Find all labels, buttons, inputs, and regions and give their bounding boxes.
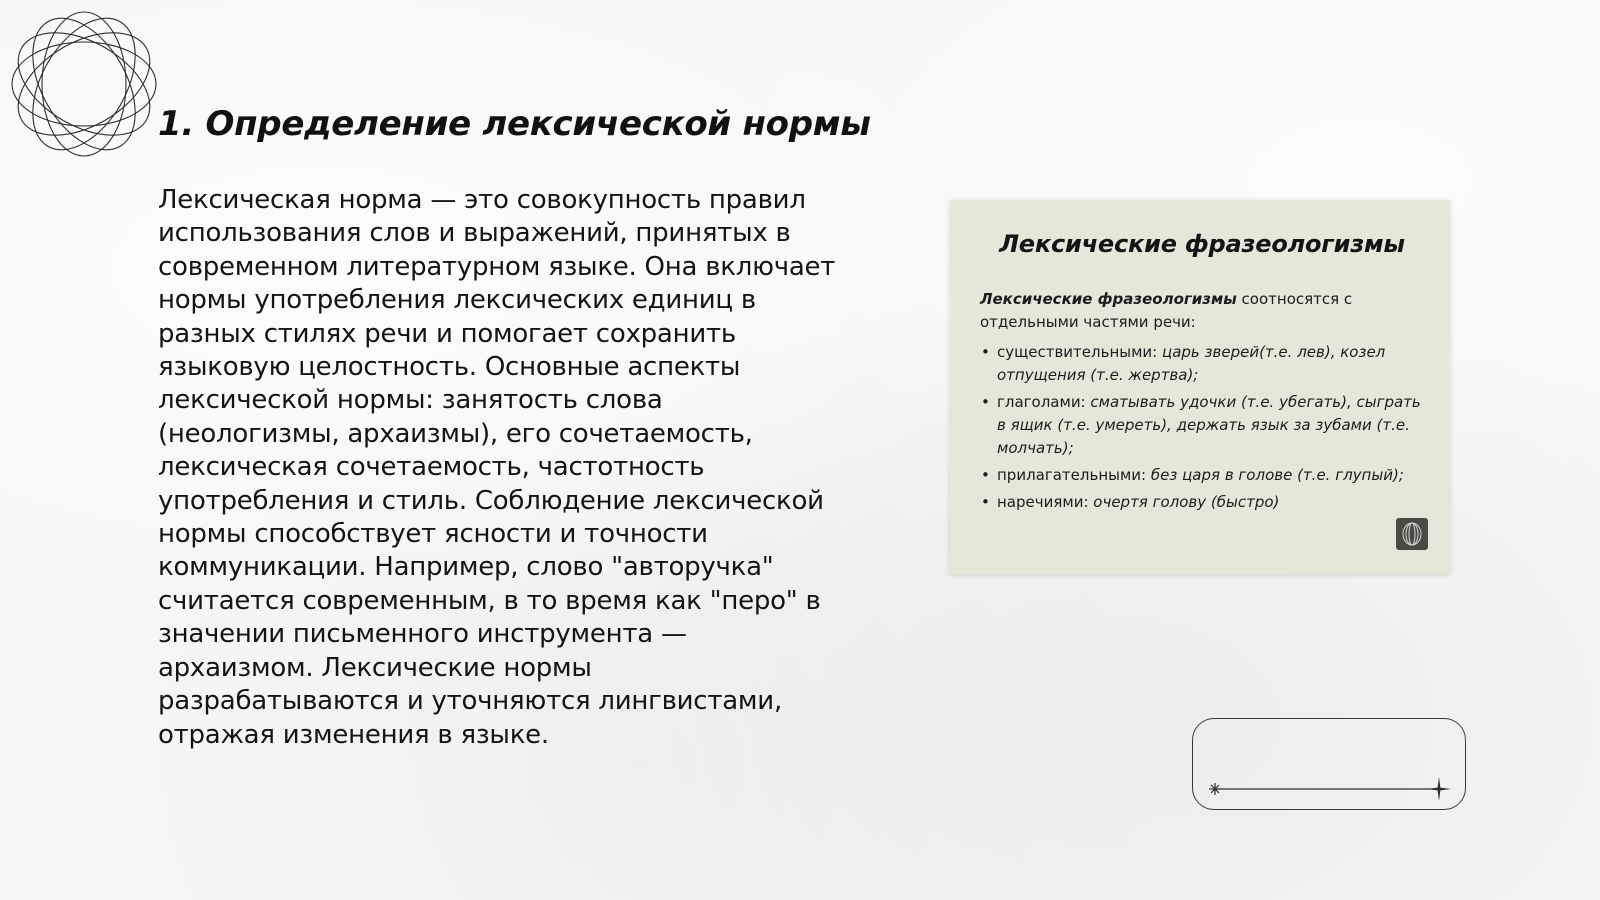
list-item-label: прилагательными: (997, 466, 1151, 484)
sparkle-icon (1209, 783, 1221, 795)
phraseology-card (950, 200, 1450, 574)
page-title: 1. Определение лексической нормы (158, 104, 871, 144)
ring-ellipse (12, 8, 157, 160)
list-item-example: очертя голову (быстро) (1093, 493, 1280, 511)
ring-ellipse (12, 42, 156, 126)
decorative-line (1205, 774, 1451, 804)
list-item-label: глаголами: (997, 393, 1091, 411)
ring-ellipse (42, 12, 126, 156)
body-paragraph: Лексическая норма — это совокупность правил использования слов и выражений, принятых в современном литературном языке. Она включает нормы употребления лексических единиц в разных стилях речи и помогает сохранить языковую целостность. Основные аспекты лексической нормы: занятость слова (неологизмы, архаизмы), его сочетаемость, лексическая сочетаемость, частотность употребления и стиль. Соблюдение лексической нормы способствует ясности и точности коммуникации. Например, слово "авторучка" считается современным, в то время как "перо" в значении письменного инструмента — архаизмом. Лексические нормы разрабатываются и уточняются лингвистами, отражая изменения в языке. (158, 185, 836, 750)
list-item-label: существительными: (997, 343, 1162, 361)
card-list (980, 341, 1424, 514)
ring-ellipse (8, 12, 160, 157)
list-item-example: царь зверей(т.е. лев), козел отпущения (т.е. жертва); (997, 343, 1386, 384)
card-logo-icon (1396, 518, 1428, 550)
list-item-example: без царя в голове (т.е. глупый); (1150, 466, 1404, 484)
star-cross-icon (1427, 777, 1451, 801)
ring-ellipse (8, 12, 160, 157)
list-item (980, 491, 1424, 514)
list-item (980, 391, 1424, 460)
list-item (980, 341, 1424, 387)
list-item (980, 464, 1424, 487)
card-title: Лексические фразеологизмы (999, 230, 1405, 258)
card-intro (980, 288, 1424, 334)
list-item-label: наречиями: (997, 493, 1094, 511)
ring-ellipse (12, 8, 157, 160)
interlaced-rings-icon (8, 8, 160, 160)
card-intro-rest: соотносятся с отдельными частями речи: (980, 290, 1353, 331)
card-intro-term: Лексические фразеологизмы (980, 290, 1237, 308)
list-item-example: сматывать удочки (т.е. убегать), сыграть в ящик (т.е. умереть), держать язык за зубами (т.е. молчать); (997, 393, 1421, 457)
